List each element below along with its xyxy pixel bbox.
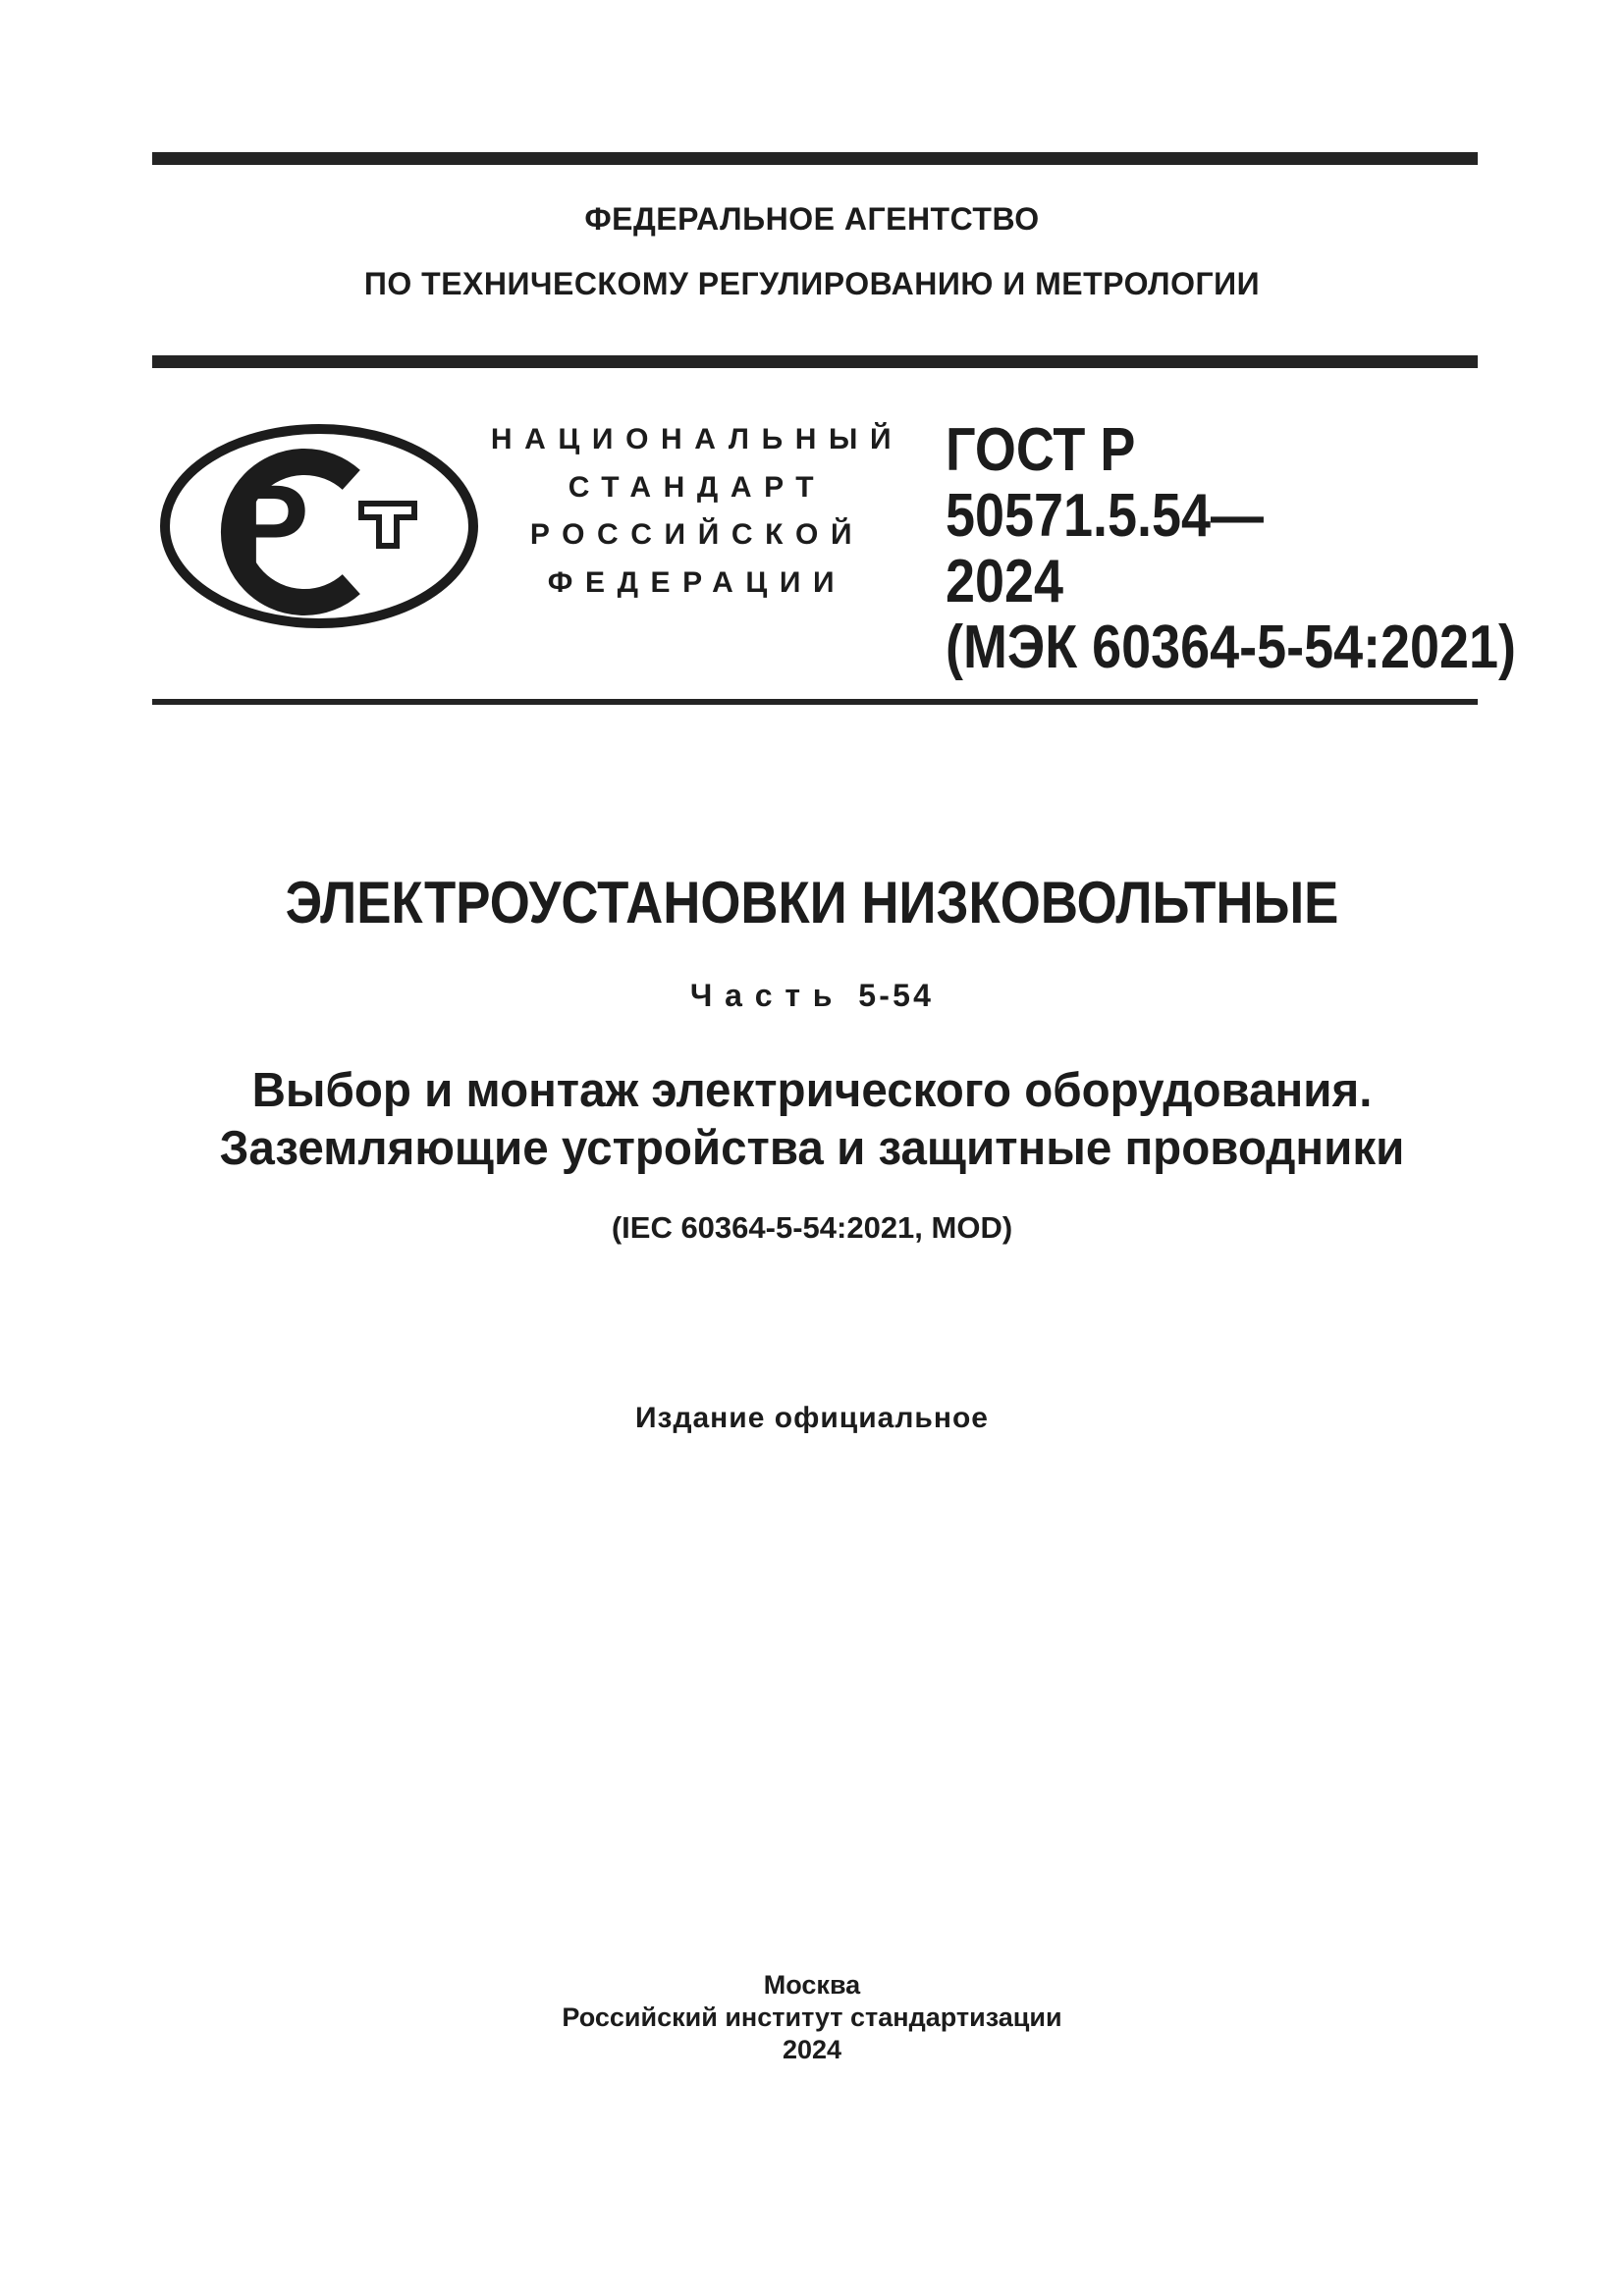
standard-designation [946, 417, 1516, 680]
imprint-year: 2024 [782, 2035, 842, 2064]
part-line [0, 978, 1624, 1014]
divider-top [152, 152, 1478, 165]
national-standard-label [422, 416, 972, 607]
document-subtitle [25, 1062, 1599, 1178]
part-label: Часть [689, 978, 845, 1013]
designation-line: 50571.5.54— [946, 482, 1264, 550]
part-number: 5-54 [858, 978, 935, 1013]
divider-under-designation [152, 699, 1478, 705]
divider-middle [152, 355, 1478, 368]
designation-line: 2024 [946, 548, 1064, 615]
rst-logo-letter-t [361, 504, 414, 546]
document-title: ЭЛЕКТРОУСТАНОВКИ НИЗКОВОЛЬТНЫЕ [285, 870, 1339, 935]
designation-line: (МЭК 60364-5-54:2021) [946, 614, 1517, 681]
national-standard-line: ФЕДЕРАЦИИ [547, 565, 847, 599]
edition-note: Издание официальное [634, 1402, 989, 1434]
agency-department: ПО ТЕХНИЧЕСКОМУ РЕГУЛИРОВАНИЮ И МЕТРОЛОГИИ [363, 266, 1261, 301]
designation-line: ГОСТ Р [946, 416, 1136, 484]
national-standard-line: СТАНДАРТ [568, 470, 827, 504]
agency-name: ФЕДЕРАЛЬНОЕ АГЕНТСТВО [584, 201, 1040, 237]
imprint-publisher: Российский институт стандартизации [562, 2002, 1062, 2032]
national-standard-line: РОССИЙСКОЙ [529, 518, 865, 551]
iec-reference: (IEC 60364-5-54:2021, MOD) [611, 1210, 1013, 1245]
national-standard-line: НАЦИОНАЛЬНЫЙ [490, 423, 904, 455]
rst-logo-letter-r: Р [232, 461, 309, 591]
imprint-city: Москва [763, 1970, 861, 2000]
subtitle-line: Выбор и монтаж электрического оборудования. [251, 1064, 1373, 1117]
subtitle-line: Заземляющие устройства и защитные проводники [219, 1122, 1405, 1175]
imprint-block [0, 1969, 1624, 2066]
